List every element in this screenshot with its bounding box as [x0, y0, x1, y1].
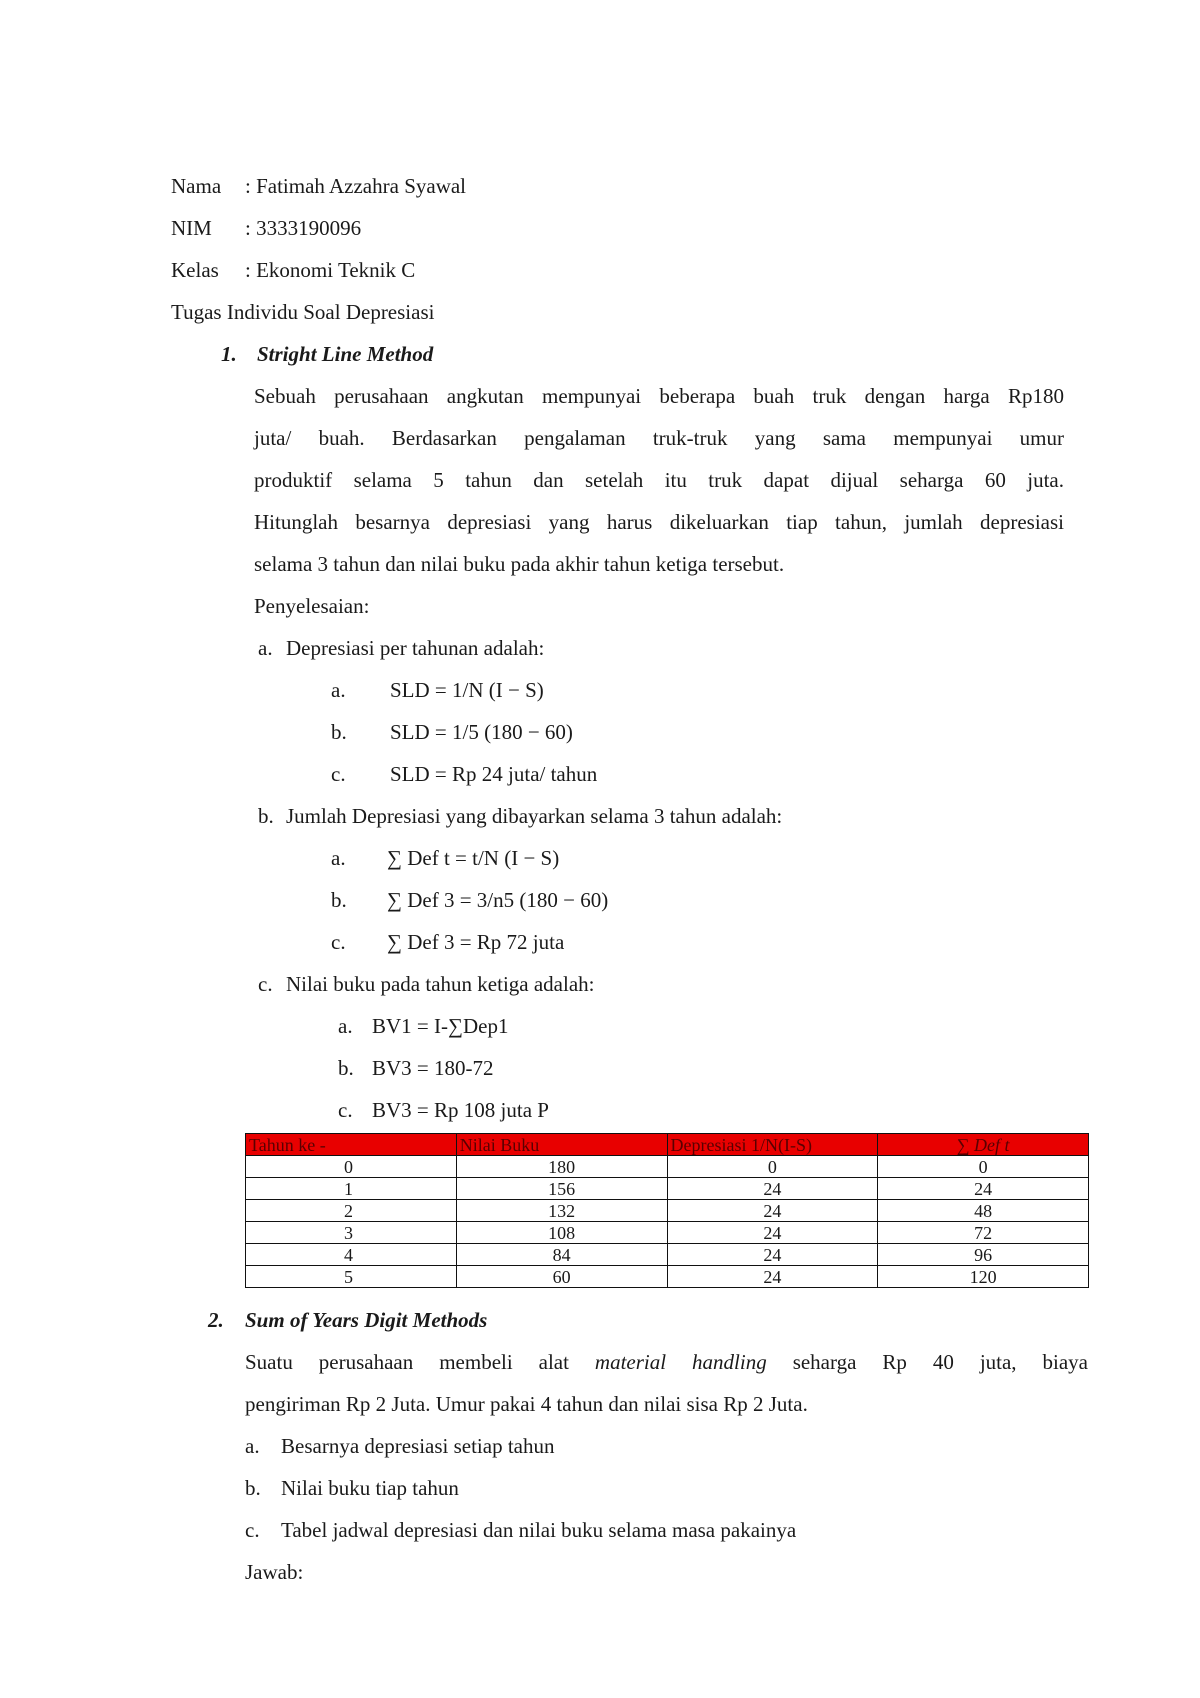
- nim-label: NIM: [171, 216, 212, 240]
- formula-bv: BV1 = I-∑Dep1: [372, 1014, 509, 1038]
- formula-sld: SLD = 1/5 (180 − 60): [390, 720, 573, 744]
- nim-value: : 3333190096: [245, 216, 362, 240]
- table-row: [246, 1156, 1089, 1178]
- kelas-row: [171, 255, 415, 285]
- formula-bv: BV3 = Rp 108 juta P: [372, 1098, 549, 1122]
- table-cell: 5: [246, 1266, 457, 1288]
- formula-sld: SLD = 1/N (I − S): [390, 678, 544, 702]
- section2-number: 2.: [208, 1308, 224, 1332]
- section1-title: Stright Line Method: [257, 342, 434, 366]
- table-cell: 132: [456, 1200, 667, 1222]
- item-marker: a.: [245, 1434, 260, 1458]
- table-cell: 24: [667, 1178, 878, 1200]
- kelas-value: : Ekonomi Teknik C: [245, 258, 416, 282]
- step-marker: a.: [331, 846, 346, 870]
- column-header: Depresiasi 1/N(I-S): [667, 1134, 878, 1156]
- item-text: Nilai buku tiap tahun: [281, 1476, 459, 1500]
- formula-def: ∑ Def 3 = Rp 72 juta: [387, 930, 565, 954]
- part-a-marker: a.: [258, 636, 273, 660]
- table-cell: 24: [667, 1244, 878, 1266]
- solution-label: Penyelesaian:: [254, 594, 370, 618]
- section2-problem-line: pengiriman Rp 2 Juta. Umur pakai 4 tahun dan nilai sisa Rp 2 Juta.: [245, 1392, 808, 1416]
- item-marker: c.: [245, 1518, 260, 1542]
- section1-problem-line: Hitunglah besarnya depresiasi yang harus dikeluarkan tiap tahun, jumlah depresiasi: [254, 510, 1064, 534]
- table-cell: 3: [246, 1222, 457, 1244]
- part-c-marker: c.: [258, 972, 273, 996]
- part-a-text: Depresiasi per tahunan adalah:: [286, 636, 545, 660]
- table-cell: 0: [246, 1156, 457, 1178]
- problem-text: Suatu perusahaan membeli alat: [245, 1350, 569, 1374]
- column-header: Tahun ke -: [246, 1134, 457, 1156]
- item-marker: b.: [245, 1476, 261, 1500]
- answer-label: Jawab:: [245, 1560, 304, 1584]
- table-cell: 48: [878, 1200, 1089, 1222]
- table-cell: 24: [667, 1222, 878, 1244]
- section2-title: Sum of Years Digit Methods: [245, 1308, 488, 1332]
- section1-problem-line: selama 3 tahun dan nilai buku pada akhir tahun ketiga tersebut.: [254, 552, 785, 576]
- table-cell: 156: [456, 1178, 667, 1200]
- step-marker: b.: [331, 720, 347, 744]
- table-cell: 2: [246, 1200, 457, 1222]
- step-marker: a.: [338, 1014, 353, 1038]
- table-cell: 24: [667, 1200, 878, 1222]
- formula-def: ∑ Def 3 = 3/n5 (180 − 60): [387, 888, 609, 912]
- table-cell: 24: [878, 1178, 1089, 1200]
- step-marker: a.: [331, 678, 346, 702]
- table-cell: 1: [246, 1178, 457, 1200]
- table-cell: 180: [456, 1156, 667, 1178]
- step-marker: c.: [331, 930, 346, 954]
- step-marker: b.: [338, 1056, 354, 1080]
- table-cell: 24: [667, 1266, 878, 1288]
- section1-problem-line: produktif selama 5 tahun dan setelah itu truk dapat dijual seharga 60 juta.: [254, 468, 1064, 492]
- step-marker: b.: [331, 888, 347, 912]
- table-row: [246, 1178, 1089, 1200]
- table-header-row: [246, 1134, 1089, 1156]
- section1-problem-line: juta/ buah. Berdasarkan pengalaman truk-truk yang sama mempunyai umur: [254, 426, 1064, 450]
- table-row: [246, 1222, 1089, 1244]
- table-cell: 120: [878, 1266, 1089, 1288]
- nim-row: [171, 213, 361, 243]
- table-row: [246, 1266, 1089, 1288]
- assignment-title: Tugas Individu Soal Depresiasi: [171, 300, 435, 324]
- depreciation-table: [245, 1133, 1089, 1288]
- table-cell: 96: [878, 1244, 1089, 1266]
- table-row: [246, 1200, 1089, 1222]
- problem-text: seharga Rp 40 juta, biaya: [792, 1350, 1088, 1374]
- nama-value: : Fatimah Azzahra Syawal: [245, 174, 467, 198]
- table-cell: 4: [246, 1244, 457, 1266]
- table-cell: 60: [456, 1266, 667, 1288]
- table-cell: 84: [456, 1244, 667, 1266]
- column-header: ∑ Def t: [878, 1134, 1089, 1156]
- section1-problem-line: Sebuah perusahaan angkutan mempunyai beberapa buah truk dengan harga Rp180: [254, 384, 1064, 408]
- formula-bv: BV3 = 180-72: [372, 1056, 494, 1080]
- table-cell: 0: [878, 1156, 1089, 1178]
- problem-text-italic: material handling: [594, 1350, 767, 1374]
- column-header: Nilai Buku: [456, 1134, 667, 1156]
- nama-row: [171, 171, 466, 201]
- formula-sld: SLD = Rp 24 juta/ tahun: [390, 762, 598, 786]
- part-c-text: Nilai buku pada tahun ketiga adalah:: [286, 972, 595, 996]
- section1-number: 1.: [221, 342, 237, 366]
- table-cell: 72: [878, 1222, 1089, 1244]
- kelas-label: Kelas: [171, 258, 219, 282]
- section2-problem-line: [245, 1347, 1088, 1377]
- table-cell: 108: [456, 1222, 667, 1244]
- step-marker: c.: [338, 1098, 353, 1122]
- part-b-marker: b.: [258, 804, 274, 828]
- table-row: [246, 1244, 1089, 1266]
- item-text: Besarnya depresiasi setiap tahun: [281, 1434, 555, 1458]
- item-text: Tabel jadwal depresiasi dan nilai buku selama masa pakainya: [281, 1518, 797, 1542]
- part-b-text: Jumlah Depresiasi yang dibayarkan selama 3 tahun adalah:: [286, 804, 783, 828]
- formula-def: ∑ Def t = t/N (I − S): [387, 846, 560, 870]
- nama-label: Nama: [171, 174, 222, 198]
- table-cell: 0: [667, 1156, 878, 1178]
- step-marker: c.: [331, 762, 346, 786]
